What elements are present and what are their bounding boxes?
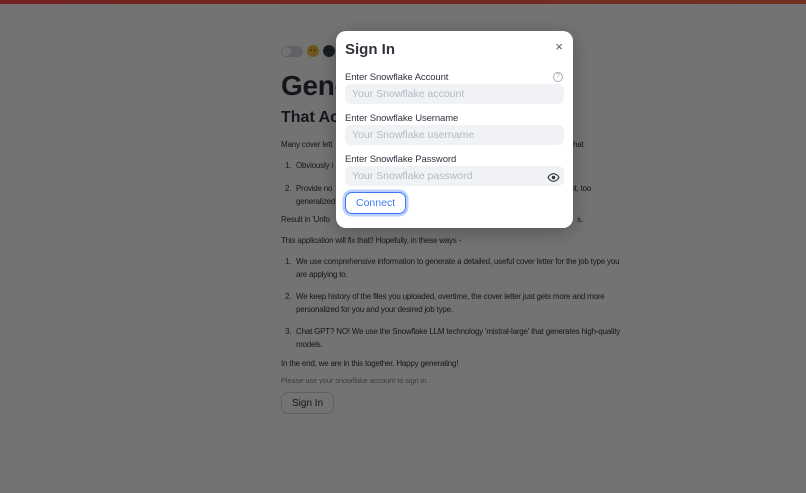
connect-button[interactable]: Connect (345, 192, 406, 214)
dialog-title: Sign In (345, 41, 395, 58)
help-icon[interactable]: ? (553, 72, 563, 82)
eye-icon[interactable] (546, 170, 560, 184)
username-label: Enter Snowflake Username (345, 113, 459, 124)
username-input[interactable] (345, 125, 564, 145)
password-label: Enter Snowflake Password (345, 154, 457, 165)
sign-in-dialog (336, 31, 573, 228)
eye-icon-glyph (547, 171, 560, 184)
account-label: Enter Snowflake Account (345, 72, 449, 83)
account-input[interactable] (345, 84, 564, 104)
password-input[interactable] (345, 166, 564, 186)
close-icon[interactable]: × (555, 39, 563, 54)
